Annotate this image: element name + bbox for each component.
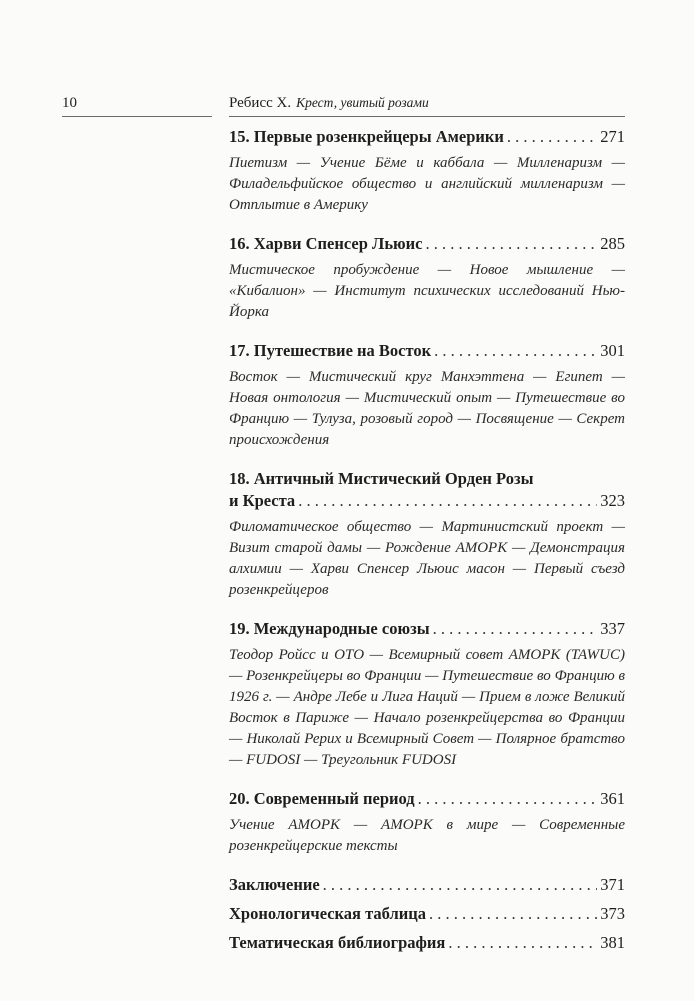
- toc-entry-bibliography[interactable]: [229, 932, 625, 954]
- toc-entry-conclusion[interactable]: [229, 874, 625, 896]
- section-title: Заключение: [229, 875, 320, 894]
- chapter-page: 337: [600, 619, 625, 638]
- toc-entry-19[interactable]: [229, 618, 625, 771]
- section-page: 373: [600, 904, 625, 923]
- section-page: 371: [600, 875, 625, 894]
- dot-leader: [434, 340, 597, 362]
- chapter-page: 361: [600, 789, 625, 808]
- chapter-page: 301: [600, 341, 625, 360]
- toc-entry-16[interactable]: [229, 233, 625, 323]
- chapter-title-line1: 18. Античный Мистический Орден Розы: [229, 469, 534, 488]
- chapter-title: 16. Харви Спенсер Льюис: [229, 234, 423, 253]
- chapter-description: Теодор Ройсс и ОТО — Всемирный совет АМОРК (TAWUC) — Розенкрейцеры во Франции — Путешествие во Францию в 1926 г. — Андре Лебе и Лига Наций — Прием в ложе Великий Восток в Париже — Начало розенкрейцерства во Франции — Николай Рерих и Всемирный Совет — Полярное братство — FUDOSI — Треугольник FUDOSI: [229, 647, 625, 768]
- section-title: Тематическая библиография: [229, 933, 446, 952]
- chapter-page: 285: [600, 234, 625, 253]
- author: Ребисс Х.: [229, 95, 292, 111]
- dot-leader: [418, 788, 598, 810]
- section-page: 381: [600, 933, 625, 952]
- chapter-title: 20. Современный период: [229, 789, 415, 808]
- section-title: Хронологическая таблица: [229, 904, 427, 923]
- chapter-description: Восток — Мистический круг Манхэттена — Египет — Новая онтология — Мистический опыт — Путешествие во Францию — Тулуза, розовый город — Посвящение — Секрет происхождения: [229, 369, 625, 448]
- running-head: [0, 95, 694, 125]
- toc-entry-17[interactable]: [229, 340, 625, 451]
- dot-leader: [298, 490, 597, 512]
- table-of-contents: [229, 126, 625, 961]
- toc-entry-15[interactable]: [229, 126, 625, 216]
- page-number: 10: [62, 95, 212, 117]
- chapter-description: Пиетизм — Учение Бёме и каббала — Милленаризм — Филадельфийское общество и английский милленаризм — Отплытие в Америку: [229, 155, 625, 213]
- dot-leader: [433, 618, 598, 640]
- chapter-title: 19. Международные союзы: [229, 619, 430, 638]
- toc-entry-20[interactable]: [229, 788, 625, 857]
- chapter-description: Филоматическое общество — Мартинистский проект — Визит старой дамы — Рождение АМОРК — Демонстрация алхимии — Харви Спенсер Льюис масон — Первый съезд розенкрейцеров: [229, 519, 625, 598]
- back-matter: [229, 874, 625, 954]
- dot-leader: [507, 126, 597, 148]
- dot-leader: [426, 233, 598, 255]
- chapter-title: 15. Первые розенкрейцеры Америки: [229, 127, 504, 146]
- dot-leader: [323, 874, 598, 896]
- chapter-title: и Креста: [229, 491, 296, 510]
- toc-entry-chronology[interactable]: [229, 903, 625, 925]
- dot-leader: [448, 932, 597, 954]
- chapter-page: 271: [600, 127, 625, 146]
- toc-entry-18[interactable]: [229, 468, 625, 601]
- chapter-title: 17. Путешествие на Восток: [229, 341, 432, 360]
- running-title: [229, 95, 625, 117]
- chapter-description: Мистическое пробуждение — Новое мышление — «Кибалион» — Институт психических исследований Нью-Йорка: [229, 262, 625, 320]
- book-title: Крест, увитый розами: [296, 95, 429, 110]
- dot-leader: [429, 903, 597, 925]
- chapter-description: Учение АМОРК — АМОРК в мире — Современные розенкрейцерские тексты: [229, 817, 625, 854]
- chapter-page: 323: [600, 491, 625, 510]
